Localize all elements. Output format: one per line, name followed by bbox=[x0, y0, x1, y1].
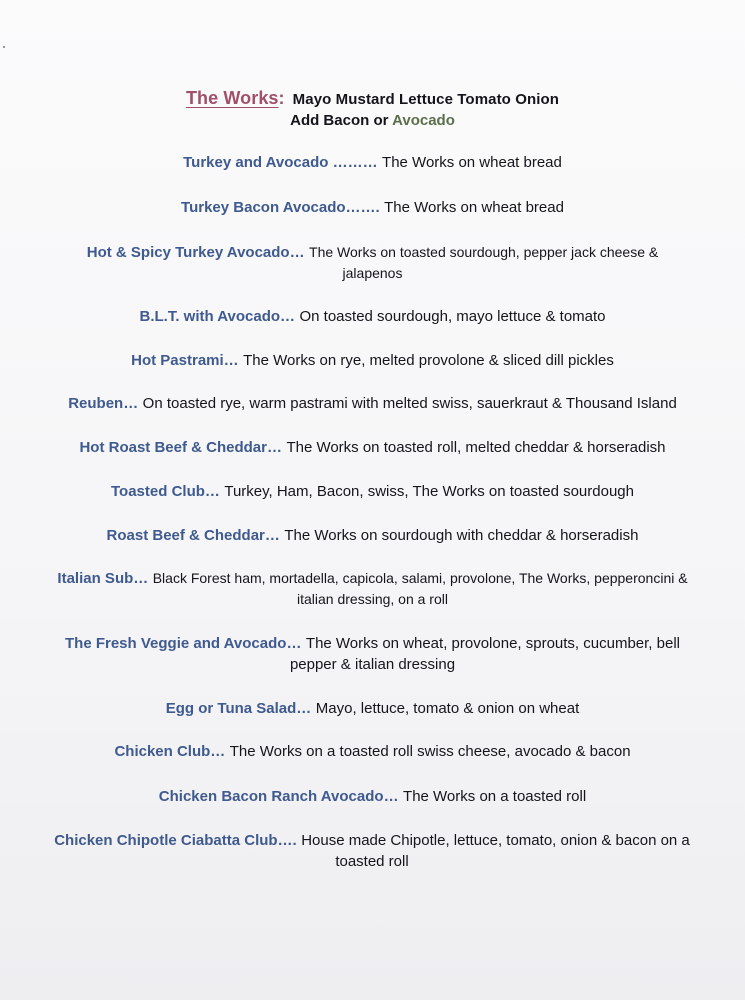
item-name: Turkey and Avocado ……… bbox=[183, 154, 378, 171]
item-name: Toasted Club… bbox=[111, 483, 220, 500]
item-description: The Works on a toasted roll bbox=[403, 788, 587, 805]
menu-item-toasted-club bbox=[30, 481, 715, 502]
works-colon: : bbox=[278, 88, 285, 108]
works-title: The Works bbox=[185, 88, 279, 108]
works-ingredients: Mayo Mustard Lettuce Tomato Onion bbox=[292, 91, 560, 108]
item-description: On toasted rye, warm pastrami with melted swiss, sauerkraut & Thousand Island bbox=[142, 395, 677, 412]
item-name: Hot Pastrami… bbox=[131, 352, 239, 369]
header-line-works bbox=[0, 88, 745, 109]
item-description: House made Chipotle, lettuce, tomato, onion & bacon on a toasted roll bbox=[301, 832, 690, 870]
menu-header bbox=[0, 88, 745, 129]
header-line-add bbox=[0, 112, 745, 129]
item-name: Roast Beef & Cheddar… bbox=[106, 527, 280, 544]
item-name: B.L.T. with Avocado… bbox=[139, 308, 296, 325]
item-name: Chicken Chipotle Ciabatta Club…. bbox=[54, 832, 297, 849]
item-name: Chicken Bacon Ranch Avocado… bbox=[158, 788, 399, 805]
item-description: Black Forest ham, mortadella, capicola, salami, provolone, The Works, pepperoncini & italian dressing, on a roll bbox=[152, 570, 688, 607]
item-description: The Works on wheat bread bbox=[382, 154, 562, 171]
menu-item-chicken-club bbox=[30, 741, 715, 762]
menu-item-fresh-veggie-avocado bbox=[40, 633, 705, 675]
menu-item-turkey-bacon-avocado bbox=[30, 197, 715, 218]
item-description: The Works on sourdough with cheddar & horseradish bbox=[284, 527, 639, 544]
item-name: Reuben… bbox=[68, 395, 139, 412]
item-description: Mayo, lettuce, tomato & onion on wheat bbox=[315, 700, 580, 717]
item-description: On toasted sourdough, mayo lettuce & tomato bbox=[299, 308, 606, 325]
item-description: Turkey, Ham, Bacon, swiss, The Works on toasted sourdough bbox=[224, 483, 634, 500]
menu-item-hot-spicy-turkey bbox=[60, 242, 685, 284]
item-name: Chicken Club… bbox=[114, 743, 226, 760]
menu-item-hot-roast-beef-cheddar bbox=[30, 437, 715, 458]
item-description: The Works on toasted roll, melted cheddar & horseradish bbox=[286, 439, 666, 456]
menu-item-hot-pastrami bbox=[30, 350, 715, 371]
item-name: Egg or Tuna Salad… bbox=[165, 700, 312, 717]
menu-item-chicken-chipotle-ciabatta bbox=[36, 830, 708, 872]
item-name: Italian Sub… bbox=[57, 570, 149, 587]
menu-item-egg-tuna-salad bbox=[30, 698, 715, 719]
item-name: Turkey Bacon Avocado……. bbox=[181, 199, 380, 216]
item-description: The Works on toasted sourdough, pepper jack cheese & jalapenos bbox=[309, 244, 659, 281]
menu-item-roast-beef-cheddar bbox=[30, 525, 715, 546]
add-bacon-text: Add Bacon or bbox=[290, 112, 389, 129]
menu-item-reuben bbox=[20, 393, 725, 414]
menu-item-blt-avocado bbox=[30, 306, 715, 327]
menu-item-chicken-bacon-ranch bbox=[30, 786, 715, 807]
item-name: The Fresh Veggie and Avocado… bbox=[65, 635, 302, 652]
item-description: The Works on rye, melted provolone & sliced dill pickles bbox=[243, 352, 614, 369]
item-description: The Works on wheat bread bbox=[384, 199, 564, 216]
menu-item-turkey-avocado bbox=[30, 152, 715, 173]
item-description: The Works on wheat, provolone, sprouts, cucumber, bell pepper & italian dressing bbox=[289, 635, 680, 673]
item-description: The Works on a toasted roll swiss cheese, avocado & bacon bbox=[229, 743, 631, 760]
menu-item-italian-sub bbox=[40, 568, 705, 610]
item-name: Hot Roast Beef & Cheddar… bbox=[79, 439, 282, 456]
item-name: Hot & Spicy Turkey Avocado… bbox=[86, 244, 305, 261]
add-avocado-text: Avocado bbox=[392, 112, 455, 129]
paper-speck bbox=[3, 46, 5, 48]
